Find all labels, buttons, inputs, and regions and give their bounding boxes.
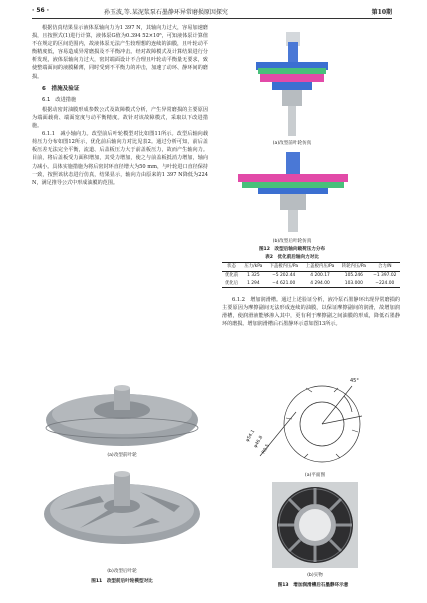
table-cell: 1 294: [247, 280, 260, 286]
row-label: 优化前: [224, 272, 239, 278]
figure-12b-simulation: [228, 152, 358, 232]
table-header: 转轮内压/Pa: [341, 264, 366, 269]
figure-13a-plan-drawing: [240, 372, 390, 470]
subsection-title: 6.1 改进措施: [42, 96, 77, 103]
figure-13b-caption: (b)实物: [307, 573, 323, 578]
paragraph: 根据动密封油膜形成参数公式及故障模式分析，产生异常磨损的主要原因为端面载荷、端面宽度与动平衡精度。故针对该故障模式，采取以下改进措施。: [32, 106, 208, 130]
figure-11a-caption: (a)改型前叶轮: [107, 453, 137, 458]
figure-12a-caption: (a)改型前叶轮仿真: [272, 141, 312, 146]
figure-12b-caption: (b)改型后叶轮仿真: [272, 239, 312, 244]
table-2: [222, 262, 400, 288]
dimension-label: R0.5: [261, 443, 271, 455]
figure-11b-caption: (b)改型后叶轮: [107, 569, 137, 574]
table-cell: 103.000: [344, 280, 363, 286]
table-cell: 4 294.00: [310, 280, 330, 286]
dimension-label: φ54.1: [245, 429, 257, 443]
angle-label: 45°: [350, 378, 359, 384]
table-row: [222, 280, 400, 288]
table-cell: −1 397.02: [373, 272, 397, 278]
table-header: 上盖板内压/Pa: [305, 264, 335, 269]
table-cell: −5 202.44: [272, 272, 296, 278]
section-title: 6 措施及验证: [42, 85, 80, 92]
page-number: · 56 ·: [32, 7, 50, 14]
table-cell: −4 621.00: [272, 280, 296, 286]
running-header: [32, 4, 392, 19]
figure-12a-simulation: [252, 32, 332, 140]
dimension-label: φ46.8: [253, 435, 265, 449]
running-title: 孙玉波,等.某泥浆泵石墨静环异常磨损原因探究: [104, 9, 228, 16]
figure-13-caption: 图13 增加润滑槽后石墨静环示意: [277, 583, 349, 588]
table-cell: 105.246: [344, 272, 363, 278]
table-row: [222, 271, 400, 279]
figure-11b-impeller-after: [40, 466, 204, 552]
figure-12-caption: 图12 改型后轴向载荷压力分布: [258, 247, 326, 252]
issue-number: 第10期: [371, 9, 392, 16]
table-2-title: 表2 优化前后轴向力对比: [265, 255, 319, 260]
table-header-row: [222, 263, 400, 272]
table-header: 下盖板内压/Pa: [269, 264, 299, 269]
table-corner: 状态: [227, 264, 236, 269]
figure-11a-impeller-before: [40, 384, 204, 450]
row-label: 优化后: [224, 280, 239, 286]
right-column: [222, 296, 400, 328]
paragraph: 6.1.1 减小轴向力。改型前后叶轮模型对比如图11所示。改型后轴向载荷压力分布如图12所示，优化前后轴向力对比见表2。通过分析可知，前后盖板压差无法完全平衡，流道、后盖板压力大于前盖板压力，故而产生轴向力。目前，将后盖板受力面积增加，其受力增加，使之与前盖板抵消力增加，轴向力减小。具体实施措施为将后密封环直径增大为50 mm，与叶轮进口直径保持一致，按照该状态进行仿真，结果显示，轴向力由原来的1 397 N降低为224 N，满足推导公式中形成油膜的范围。: [32, 131, 208, 186]
left-column: [32, 24, 208, 187]
paragraph: 根据仿真结果显示液体泵轴向力为1 397 N，其轴向力过大，容易加速磨损，且按照式(1)进行计算，液体泵G值为0.394 52×10⁶，可知液体泵计算值不在规定的区间范围内，故液体泵无法产生较理想的连续的油膜，且叶轮动平衡精度低，容易造成异常磨损及不平衡冲击。经对故障模式及计算结果进行分析发现，液体泵轴向力过大，密封端面设计不合理且叶轮动平衡量无要求，致使整端面间的液膜稀薄，同时受到不平衡力的冲击，加速了动环、静环间的磨损。: [32, 25, 208, 80]
figure-13a-caption: (a)平面图: [304, 473, 326, 478]
table-header: 合力/N: [378, 264, 392, 269]
table-cell: 4 200.17: [310, 272, 330, 278]
table-cell: −224.00: [375, 280, 395, 286]
table-cell: 1 325: [247, 272, 260, 278]
table-header: 压力/kPa: [244, 264, 263, 269]
paragraph: 6.1.2 增加润滑槽。通过上述验证分析，液冷泵石墨静环出现异常磨损的主要原因为摩擦副间无法形成连续的油膜，以保证摩擦副间的润滑，故增加润滑槽，使润滑液能够渗入其中，更有利于摩擦副之间油膜的形成，降低石墨静环的磨损。增加润滑槽后石墨静环示意如图13所示。: [222, 297, 400, 328]
figure-11-caption: 图11 改型前后叶轮模型对比: [91, 579, 153, 584]
figure-13b-photo: [272, 482, 358, 568]
